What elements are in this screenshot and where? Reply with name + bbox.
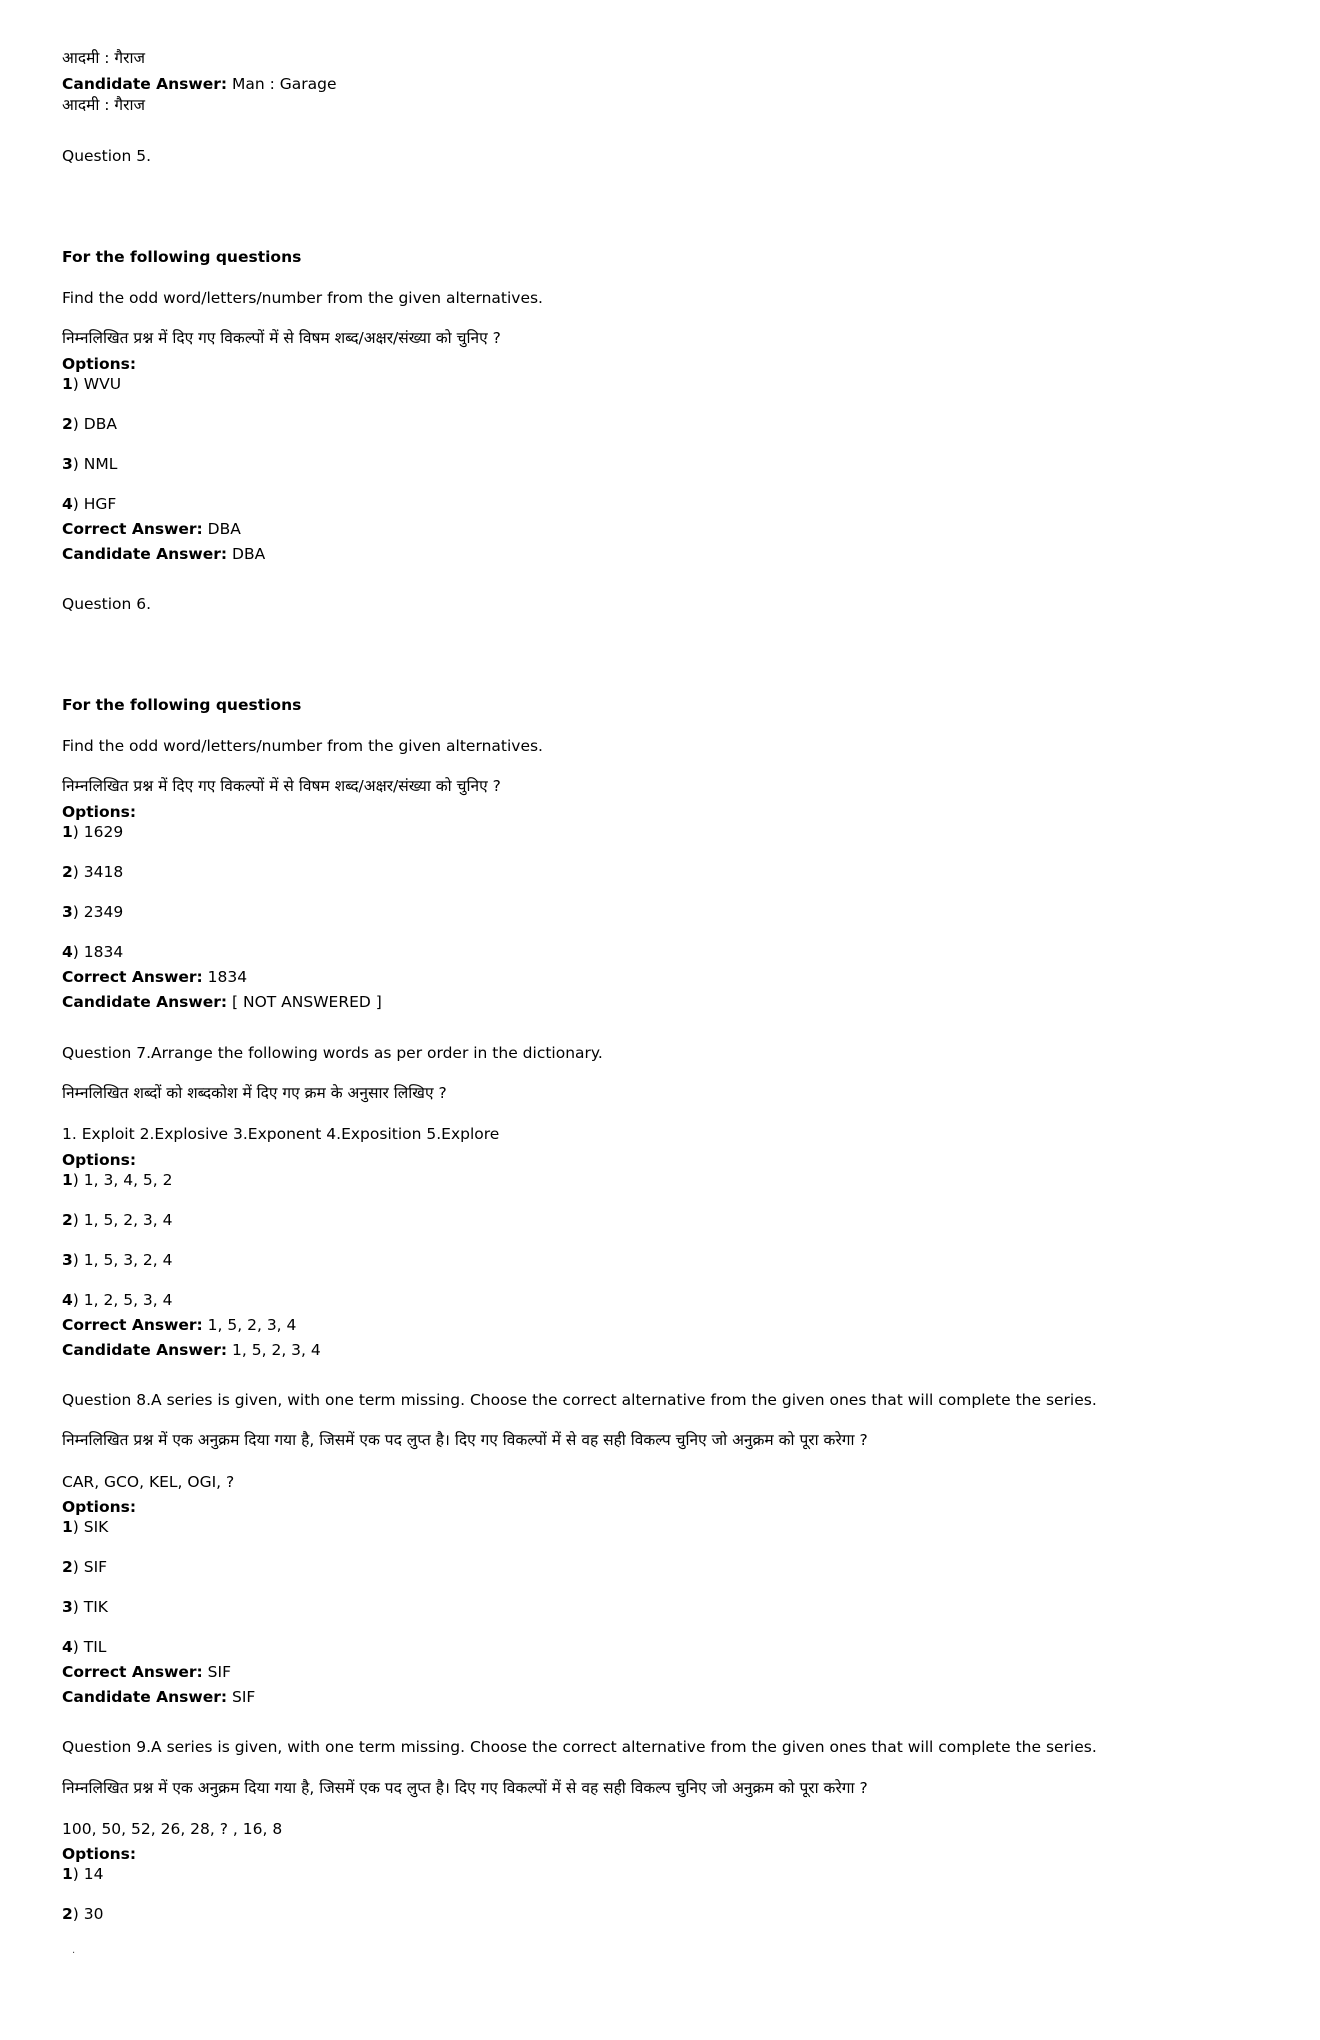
question-7-option-4	[62, 1290, 173, 1310]
question-6-candidate-answer	[62, 992, 382, 1012]
option-number: 4	[62, 495, 73, 513]
candidate-answer-value: Man : Garage	[227, 75, 337, 93]
option-text: ) SIK	[72, 1518, 109, 1536]
option-number: 2	[62, 415, 73, 433]
option-text: ) 1, 2, 5, 3, 4	[72, 1291, 173, 1309]
option-number: 1	[62, 1865, 73, 1883]
option-number: 4	[62, 1291, 73, 1309]
candidate-answer-label: Candidate Answer:	[62, 75, 228, 93]
question-7-option-2	[62, 1210, 173, 1230]
question-9-stem: 100, 50, 52, 26, 28, ? , 16, 8	[62, 1820, 283, 1838]
footer-mark: .	[72, 1945, 76, 1956]
question-8-option-2	[62, 1557, 107, 1577]
question-5-candidate-answer	[62, 544, 265, 564]
question-7-options-label: Options:	[62, 1151, 137, 1169]
correct-answer-value: DBA	[202, 520, 241, 538]
option-number: 2	[62, 863, 73, 881]
option-text: ) 1629	[72, 823, 124, 841]
option-number: 2	[62, 1558, 73, 1576]
option-text: ) TIK	[72, 1598, 108, 1616]
option-text: ) 14	[72, 1865, 104, 1883]
option-number: 1	[62, 1518, 73, 1536]
candidate-answer-value: 1, 5, 2, 3, 4	[227, 1341, 321, 1359]
option-number: 1	[62, 823, 73, 841]
option-number: 3	[62, 903, 73, 921]
option-text: ) HGF	[72, 495, 117, 513]
option-text: ) TIL	[72, 1638, 107, 1656]
question-9-hindi: निम्नलिखित प्रश्न में एक अनुक्रम दिया गया है, जिसमें एक पद लुप्त है। दिए गए विकल्पों में से वह सही विकल्प चुनिए जो अनुक्रम को पूरा करेगा ?	[62, 1779, 868, 1797]
option-number: 3	[62, 455, 73, 473]
option-text: ) DBA	[72, 415, 117, 433]
candidate-answer-label: Candidate Answer:	[62, 993, 228, 1011]
question-5-heading: For the following questions	[62, 248, 302, 266]
question-7-hindi: निम्नलिखित शब्दों को शब्दकोश में दिए गए क्रम के अनुसार लिखिए ?	[62, 1084, 447, 1102]
prev-answer-hindi: आदमी : गैराज	[62, 49, 146, 67]
question-8-option-3	[62, 1597, 108, 1617]
question-5-correct-answer	[62, 519, 241, 539]
question-6-heading: For the following questions	[62, 696, 302, 714]
candidate-answer-label: Candidate Answer:	[62, 1688, 228, 1706]
question-6-option-1	[62, 822, 123, 842]
question-5-title: Question 5.	[62, 147, 152, 165]
option-text: ) 2349	[72, 903, 124, 921]
option-text: ) 1834	[72, 943, 124, 961]
question-8-option-1	[62, 1517, 108, 1537]
option-number: 3	[62, 1598, 73, 1616]
option-number: 2	[62, 1905, 73, 1923]
question-9-title: Question 9.A series is given, with one term missing. Choose the correct alternative from the given ones that will complete the series.	[62, 1738, 1097, 1756]
candidate-answer-value: SIF	[227, 1688, 256, 1706]
question-6-title: Question 6.	[62, 595, 152, 613]
question-9-option-2	[62, 1904, 104, 1924]
question-7-candidate-answer	[62, 1340, 321, 1360]
option-number: 2	[62, 1211, 73, 1229]
candidate-answer-value: DBA	[227, 545, 266, 563]
question-8-option-4	[62, 1637, 106, 1657]
candidate-answer-label: Candidate Answer:	[62, 545, 228, 563]
question-5-options-label: Options:	[62, 355, 137, 373]
option-number: 1	[62, 1171, 73, 1189]
option-number: 4	[62, 943, 73, 961]
correct-answer-value: 1834	[202, 968, 248, 986]
option-text: ) 3418	[72, 863, 124, 881]
question-6-options-label: Options:	[62, 803, 137, 821]
question-5-option-2	[62, 414, 117, 434]
question-8-options-label: Options:	[62, 1498, 137, 1516]
question-7-stem: 1. Exploit 2.Explosive 3.Exponent 4.Exposition 5.Explore	[62, 1125, 500, 1143]
option-text: ) 30	[72, 1905, 104, 1923]
option-text: ) NML	[72, 455, 118, 473]
correct-answer-value: 1, 5, 2, 3, 4	[202, 1316, 297, 1334]
question-5-option-1	[62, 374, 121, 394]
question-8-candidate-answer	[62, 1687, 255, 1707]
option-number: 3	[62, 1251, 73, 1269]
candidate-answer-value: [ NOT ANSWERED ]	[227, 993, 382, 1011]
question-8-hindi: निम्नलिखित प्रश्न में एक अनुक्रम दिया गया है, जिसमें एक पद लुप्त है। दिए गए विकल्पों में से वह सही विकल्प चुनिए जो अनुक्रम को पूरा करेगा ?	[62, 1431, 868, 1449]
question-6-option-4	[62, 942, 123, 962]
candidate-answer-label: Candidate Answer:	[62, 1341, 228, 1359]
question-6-english: Find the odd word/letters/number from the given alternatives.	[62, 737, 543, 755]
question-5-option-4	[62, 494, 116, 514]
question-7-option-3	[62, 1250, 173, 1270]
option-text: ) SIF	[72, 1558, 108, 1576]
option-text: ) 1, 5, 2, 3, 4	[72, 1211, 173, 1229]
option-number: 4	[62, 1638, 73, 1656]
question-5-option-3	[62, 454, 117, 474]
question-7-correct-answer	[62, 1315, 296, 1335]
option-number: 1	[62, 375, 73, 393]
question-5-hindi: निम्नलिखित प्रश्न में दिए गए विकल्पों में से विषम शब्द/अक्षर/संख्या को चुनिए ?	[62, 329, 501, 347]
option-text: ) 1, 3, 4, 5, 2	[72, 1171, 173, 1189]
correct-answer-label: Correct Answer:	[62, 1663, 203, 1681]
question-9-options-label: Options:	[62, 1845, 137, 1863]
question-8-stem: CAR, GCO, KEL, OGI, ?	[62, 1473, 235, 1491]
correct-answer-label: Correct Answer:	[62, 968, 203, 986]
question-5-english: Find the odd word/letters/number from the given alternatives.	[62, 289, 543, 307]
question-8-correct-answer	[62, 1662, 231, 1682]
question-9-option-1	[62, 1864, 104, 1884]
correct-answer-label: Correct Answer:	[62, 1316, 203, 1334]
correct-answer-value: SIF	[202, 1663, 232, 1681]
question-8-title: Question 8.A series is given, with one term missing. Choose the correct alternative from the given ones that will complete the series.	[62, 1391, 1097, 1409]
option-text: ) WVU	[72, 375, 122, 393]
question-6-hindi: निम्नलिखित प्रश्न में दिए गए विकल्पों में से विषम शब्द/अक्षर/संख्या को चुनिए ?	[62, 777, 501, 795]
prev-answer-hindi-2: आदमी : गैराज	[62, 96, 146, 114]
option-text: ) 1, 5, 3, 2, 4	[72, 1251, 173, 1269]
question-6-option-2	[62, 862, 123, 882]
question-6-correct-answer	[62, 967, 247, 987]
question-6-option-3	[62, 902, 123, 922]
question-7-option-1	[62, 1170, 173, 1190]
correct-answer-label: Correct Answer:	[62, 520, 203, 538]
question-7-title: Question 7.Arrange the following words as per order in the dictionary.	[62, 1044, 603, 1062]
prev-candidate-answer	[62, 74, 337, 94]
